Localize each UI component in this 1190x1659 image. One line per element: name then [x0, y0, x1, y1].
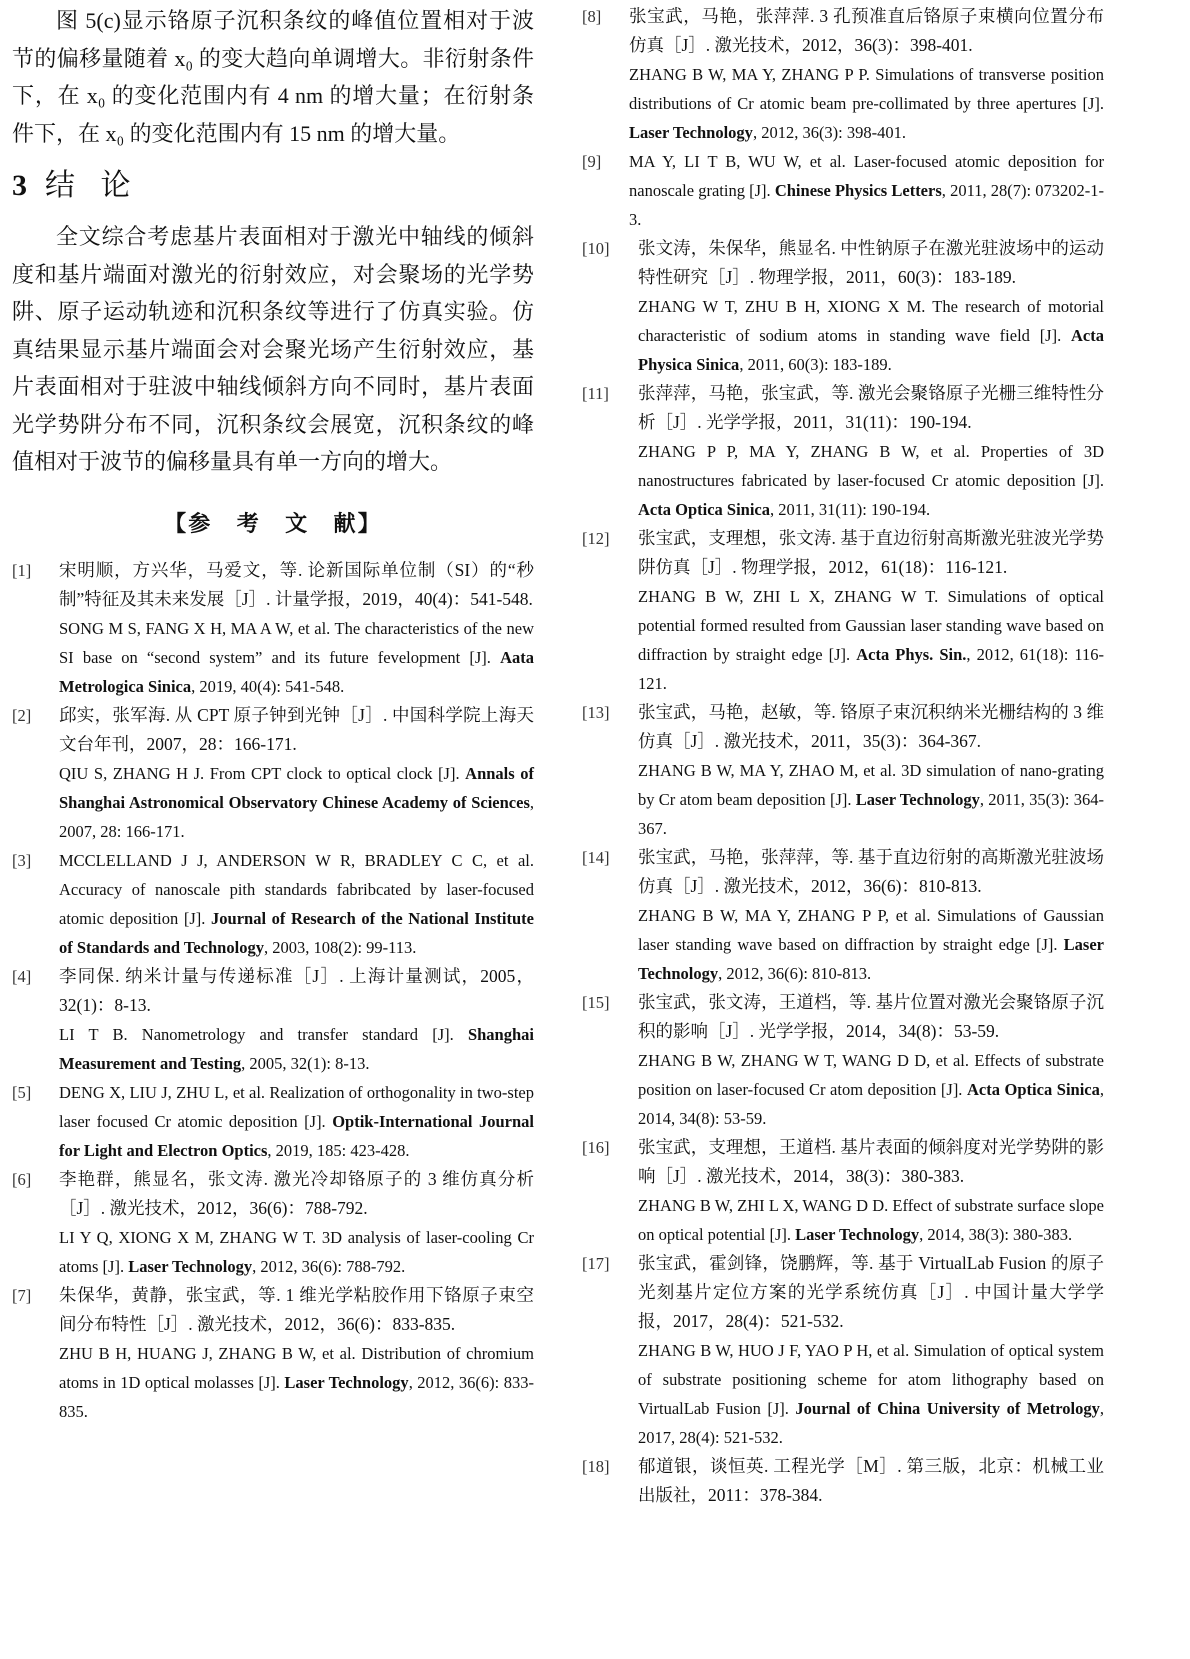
reference-journal: Aata Metrologica Sinica [59, 647, 534, 696]
reference-english [59, 1020, 534, 1078]
reference-chinese: 李同保. 纳米计量与传递标准［J］. 上海计量测试，2005，32(1)：8-13. [59, 965, 534, 1015]
reference-item [12, 1281, 534, 1426]
reference-journal: Laser Technology [629, 123, 753, 142]
reference-number: [17] [582, 1254, 610, 1273]
reference-item [12, 556, 534, 701]
reference-journal: Laser Technology [855, 790, 980, 809]
reference-english-details: , 2019, 185: 423-428. [267, 1140, 410, 1160]
reference-number: [6] [12, 1169, 32, 1189]
reference-chinese: 张宝武，支理想，张文涛. 基于直边衍射高斯激光驻波光学势阱仿真［J］. 物理学报，2012，61(18)：116-121. [638, 528, 1104, 577]
reference-journal: Laser Technology [284, 1372, 409, 1392]
reference-english [638, 1191, 1104, 1249]
reference-english-details: , 2007, 28: 166-171. [59, 792, 534, 841]
reference-english-details: , 2014, 34(8): 53-59. [638, 1080, 1104, 1128]
reference-chinese: 邱实，张军海. 从 CPT 原子钟到光钟［J］. 中国科学院上海天文台年刊，2007，28：166-171. [59, 704, 534, 754]
reference-english-details: , 2012, 61(18): 116-121. [638, 645, 1104, 693]
section-title: 结 论 [45, 169, 140, 202]
reference-english-text: MCCLELLAND J J, ANDERSON W R, BRADLEY C C, et al. Accuracy of nanoscale pith standards fabribcated by laser-focused atomic deposition [J]. [59, 850, 534, 928]
reference-chinese: 李艳群，熊显名，张文涛. 激光冷却铬原子的 3 维仿真分析［J］. 激光技术，2012，36(6)：788-792. [59, 1168, 534, 1218]
reference-number: [11] [582, 384, 609, 403]
reference-english-text: QIU S, ZHANG H J. From CPT clock to optical clock [J]. [59, 763, 466, 783]
reference-number: [13] [582, 703, 610, 722]
reference-english-text: ZHANG B W, ZHANG W T, WANG D D, et al. Effects of substrate position on laser-focused Cr atom deposition [J]. [638, 1051, 1104, 1099]
reference-number: [16] [582, 1138, 610, 1157]
reference-number: [7] [12, 1285, 32, 1305]
reference-chinese: 张萍萍，马艳，张宝武，等. 激光会聚铬原子光栅三维特性分析［J］. 光学学报，2011，31(11)：190-194. [638, 383, 1104, 432]
reference-number: [10] [582, 239, 610, 258]
section-heading [12, 166, 534, 206]
reference-english-details: , 2011, 35(3): 364-367. [638, 790, 1104, 838]
reference-english-text: SONG M S, FANG X H, MA A W, et al. The characteristics of the new SI base on “second system” and its future fevelopment [J]. [59, 618, 534, 667]
reference-item [12, 1165, 534, 1281]
reference-english-details: , 2012, 36(3): 398-401. [752, 123, 907, 142]
reference-item [582, 234, 1104, 379]
reference-english-text: ZHANG P P, MA Y, ZHANG B W, et al. Properties of 3D nanostructures fabricated by laser-focused Cr atomic deposition [J]. [638, 442, 1104, 490]
reference-journal: Chinese Physics Letters [774, 181, 942, 200]
right-column [582, 2, 1104, 1510]
reference-number: [4] [12, 966, 32, 986]
reference-english [59, 1223, 534, 1281]
reference-number: [18] [582, 1457, 610, 1476]
reference-english-details: , 2012, 36(6): 810-813. [718, 964, 872, 983]
reference-english-details: , 2011, 60(3): 183-189. [739, 355, 892, 374]
reference-english-details: , 2003, 108(2): 99-113. [263, 937, 417, 957]
reference-number: [3] [12, 850, 32, 870]
reference-english [59, 614, 534, 701]
reference-english-details: , 2012, 36(6): 788-792. [252, 1256, 406, 1276]
reference-english-text: ZHANG B W, MA Y, ZHANG P P. Simulations of transverse position distributions of Cr atomic beam pre-collimated by three apertures [J]. [629, 65, 1104, 113]
reference-journal: Acta Optica Sinica [967, 1080, 1100, 1099]
reference-english-text: LI Y Q, XIONG X M, ZHANG W T. 3D analysis of laser-cooling Cr atoms [J]. [59, 1227, 534, 1276]
reference-item [12, 1078, 534, 1165]
reference-item [582, 698, 1104, 843]
conclusion-paragraph: 全文综合考虑基片表面相对于激光中轴线的倾斜度和基片端面对激光的衍射效应，对会聚场的光学势阱、原子运动轨迹和沉积条纹等进行了仿真实验。仿真结果显示基片端面会对会聚光场产生衍射效应，基片表面相对于驻波中轴线倾斜方向不同时，基片表面光学势阱分布不同，沉积条纹会展宽，沉积条纹的峰值相对于波节的偏移量具有单一方向的增大。 [12, 224, 534, 474]
reference-english-text: ZHANG B W, MA Y, ZHANG P P, et al. Simulations of Gaussian laser standing wave based on diffraction by straight edge [J]. [638, 906, 1104, 954]
reference-journal: Shanghai Measurement and Testing [59, 1024, 534, 1073]
reference-english [638, 582, 1104, 698]
reference-english [629, 147, 1104, 234]
references-title: 【参 考 文 献】 [164, 510, 382, 536]
reference-english [638, 292, 1104, 379]
reference-chinese: 张文涛，朱保华，熊显名. 中性钠原子在激光驻波场中的运动特性研究［J］. 物理学报，2011，60(3)：183-189. [638, 238, 1104, 287]
reference-english-details: , 2012, 36(6): 833-835. [59, 1372, 534, 1421]
reference-number: [1] [12, 560, 32, 580]
reference-english [59, 1339, 534, 1426]
reference-english [638, 756, 1104, 843]
reference-item [582, 1133, 1104, 1249]
reference-english-text: ZHANG B W, ZHI L X, WANG D D. Effect of substrate surface slope on optical potential [J]. [638, 1196, 1104, 1244]
reference-english-text: ZHANG B W, MA Y, ZHAO M, et al. 3D simulation of nano-grating by Cr atom beam deposition [J]. [638, 761, 1104, 809]
reference-number: [14] [582, 848, 610, 867]
reference-number: [5] [12, 1082, 32, 1102]
reference-english-details: , 2011, 28(7): 073202-1-3. [629, 181, 1104, 229]
reference-english-text: MA Y, LI T B, WU W, et al. Laser-focused atomic deposition for nanoscale grating [J]. [629, 152, 1104, 200]
reference-item [582, 1452, 1104, 1510]
reference-english [59, 846, 534, 962]
reference-journal: Acta Phys. Sin. [856, 645, 967, 664]
reference-english [59, 759, 534, 846]
reference-item [12, 962, 534, 1078]
reference-english-text: ZHANG W T, ZHU B H, XIONG X M. The research of motorial characteristic of sodium atoms in standing wave field [J]. [638, 297, 1104, 345]
reference-item [582, 524, 1104, 698]
reference-item [582, 988, 1104, 1133]
reference-english-details: , 2019, 40(4): 541-548. [191, 676, 345, 696]
reference-english [638, 901, 1104, 988]
reference-list-right [582, 2, 1104, 1510]
reference-english [638, 437, 1104, 524]
reference-english-details: , 2014, 38(3): 380-383. [919, 1225, 1073, 1244]
reference-item [582, 843, 1104, 988]
reference-english-text: ZHANG B W, ZHI L X, ZHANG W T. Simulations of optical potential formed resulted from Gaussian laser standing wave based on diffraction by straight edge [J]. [638, 587, 1104, 664]
body-paragraph: 图 5(c)显示铬原子沉积条纹的峰值位置相对于波节的偏移量随着 x₀ 的变大趋向单调增大。非衍射条件下，在 x₀ 的变化范围内有 4 nm 的增大量；在衍射条件下，在 x₀ 的变化范围内有 15 nm 的增大量。 [12, 8, 534, 146]
reference-journal: Laser Technology [128, 1256, 253, 1276]
reference-number: [8] [582, 7, 602, 26]
reference-number: [2] [12, 705, 32, 725]
left-column [12, 2, 534, 1426]
reference-chinese: 张宝武，马艳，张萍萍. 3 孔预准直后铬原子束横向位置分布仿真［J］. 激光技术，2012，36(3)：398-401. [629, 6, 1104, 55]
reference-english [59, 1078, 534, 1165]
reference-number: [12] [582, 529, 610, 548]
reference-item [12, 701, 534, 846]
reference-english-text: ZHU B H, HUANG J, ZHANG B W, et al. Distribution of chromium atoms in 1D optical molasses [J]. [59, 1343, 534, 1392]
reference-english-text: ZHANG B W, HUO J F, YAO P H, et al. Simulation of optical system of substrate positioning scheme for atom lithography based on VirtualLab Fusion [J]. [638, 1341, 1104, 1418]
reference-english-text: DENG X, LIU J, ZHU L, et al. Realization of orthogonality in two-step laser focused Cr atomic deposition [J]. [59, 1082, 534, 1131]
reference-chinese: 郁道银，谈恒英. 工程光学［M］. 第三版，北京：机械工业出版社，2011：378-384. [638, 1456, 1104, 1505]
reference-item [582, 1249, 1104, 1452]
reference-english-text: LI T B. Nanometrology and transfer standard [J]. [59, 1024, 468, 1044]
reference-english-details: , 2017, 28(4): 521-532. [638, 1399, 1104, 1447]
reference-journal: Journal of China University of Metrology [795, 1399, 1100, 1418]
reference-english [629, 60, 1104, 147]
reference-journal: Laser Technology [638, 935, 1104, 983]
reference-english-details: , 2011, 31(11): 190-194. [770, 500, 931, 519]
reference-journal: Journal of Research of the National Institute of Standards and Technology [59, 908, 534, 957]
reference-journal: Acta Optica Sinica [638, 500, 770, 519]
reference-chinese: 张宝武，支理想，王道档. 基片表面的倾斜度对光学势阱的影响［J］. 激光技术，2014，38(3)：380-383. [638, 1137, 1104, 1186]
reference-item [12, 846, 534, 962]
reference-chinese: 张宝武，马艳，赵敏，等. 铬原子束沉积纳米光栅结构的 3 维仿真［J］. 激光技术，2011，35(3)：364-367. [638, 702, 1104, 751]
reference-item [582, 2, 1104, 147]
reference-journal: Annals of Shanghai Astronomical Observatory Chinese Academy of Sciences [59, 763, 534, 812]
reference-list-left [12, 556, 534, 1426]
reference-english-details: , 2005, 32(1): 8-13. [241, 1053, 370, 1073]
reference-chinese: 张宝武，马艳，张萍萍，等. 基于直边衍射的高斯激光驻波场仿真［J］. 激光技术，2012，36(6)：810-813. [638, 847, 1104, 896]
reference-number: [9] [582, 152, 602, 171]
reference-item [582, 147, 1104, 234]
reference-chinese: 朱保华，黄静，张宝武，等. 1 维光学粘胶作用下铬原子束空间分布特性［J］. 激光技术，2012，36(6)：833-835. [59, 1284, 534, 1334]
reference-chinese: 宋明顺，方兴华，马爱文，等. 论新国际单位制（SI）的“秒制”特征及其未来发展［J］. 计量学报，2019，40(4)：541-548. [59, 559, 534, 609]
reference-item [582, 379, 1104, 524]
reference-chinese: 张宝武，霍剑锋，饶鹏辉，等. 基于 VirtualLab Fusion 的原子光刻基片定位方案的光学系统仿真［J］. 中国计量大学学报，2017，28(4)：521-532. [638, 1253, 1104, 1331]
reference-journal: Optik-International Journal for Light and Electron Optics [59, 1111, 534, 1160]
section-number: 3 [12, 169, 27, 202]
reference-english [638, 1336, 1104, 1452]
reference-english [638, 1046, 1104, 1133]
reference-number: [15] [582, 993, 610, 1012]
reference-journal: Acta Physica Sinica [638, 326, 1104, 374]
reference-chinese: 张宝武，张文涛，王道档，等. 基片位置对激光会聚铬原子沉积的影响［J］. 光学学报，2014，34(8)：53-59. [638, 992, 1104, 1041]
reference-journal: Laser Technology [795, 1225, 920, 1244]
